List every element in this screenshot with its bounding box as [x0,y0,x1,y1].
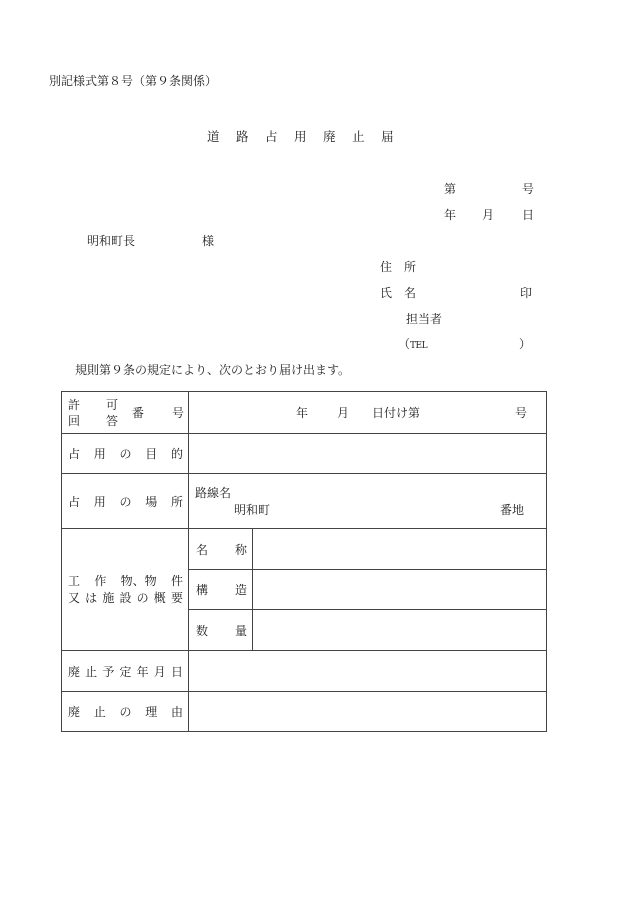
permit-label-to: 答 [106,414,119,428]
permit-label-ban: 番 [132,406,145,420]
purpose-label: 占 用 の 目 的 [68,447,183,461]
applicant-name-label: 氏 名 [380,286,417,300]
date-year-label: 年 [444,208,457,222]
number-suffix: 号 [522,182,535,196]
sub-name-label: 名 称 [196,542,247,557]
number-label: 第 [444,182,457,196]
sub-name-label-cell [189,529,253,570]
town-name: 明和町 [234,503,271,517]
structure-name-value-cell[interactable] [253,529,547,570]
place-value-cell[interactable] [189,474,547,529]
place-row [62,474,547,529]
permit-value-cell[interactable] [189,392,547,434]
sub-structure-label-cell [189,570,253,610]
permit-label-go: 号 [172,406,185,420]
tel-label: （TEL [398,337,428,351]
structure-name-row [62,529,547,570]
sub-structure-label: 構 造 [196,583,247,597]
addressee-name: 明和町長 [87,234,136,248]
date-month-label: 月 [482,208,495,222]
sub-quantity-label: 数 量 [196,623,247,638]
statement-text: 規則第９条の規定により、次のとおり届け出ます。 [75,363,351,377]
permit-label-kai: 回 [68,414,81,428]
date-day-label: 日 [522,208,535,222]
seal-mark: 印 [520,286,533,300]
tel-close-paren: ） [519,337,532,351]
abolish-date-label-cell [62,651,189,692]
abolish-date-row [62,651,547,692]
form-number: 別記様式第８号（第９条関係） [49,74,218,88]
route-name-label: 路線名 [195,486,232,500]
permit-row [62,392,547,434]
abolish-reason-label-cell [62,692,189,732]
abolish-date-label: 廃 止 予 定 年 月 日 [68,664,183,679]
permit-year-label: 年 [296,406,309,420]
structure-quantity-value-cell[interactable] [253,610,547,651]
permit-label-ka: 可 [106,398,119,412]
purpose-label-cell [62,434,189,474]
applicant-address-label: 住 所 [380,260,417,274]
abolish-reason-value-cell[interactable] [189,692,547,732]
contact-person-label: 担当者 [406,312,443,326]
structure-structure-value-cell[interactable] [253,570,547,610]
permit-number-suffix: 号 [515,406,528,420]
permit-date-number-label: 日付け第 [372,406,421,420]
place-label-cell [62,474,189,529]
banchi-label: 番地 [500,503,525,517]
document-title: 道 路 占 用 廃 止 届 [207,129,394,144]
purpose-row [62,434,547,474]
permit-month-label: 月 [337,406,350,420]
purpose-value-cell[interactable] [189,434,547,474]
place-label: 占 用 の 場 所 [68,494,183,509]
addressee-honorific: 様 [202,234,215,248]
structure-label: 工 作 物、物 件 又 は 施 設 の 概 要 [68,573,183,605]
permit-label-kyo: 許 [68,398,81,412]
structure-label-cell [62,529,189,651]
abolish-reason-row [62,692,547,732]
sub-quantity-label-cell [189,610,253,651]
notification-table [61,391,547,732]
permit-label-cell [62,392,189,434]
abolish-reason-label: 廃 止 の 理 由 [68,705,183,719]
abolish-date-value-cell[interactable] [189,651,547,692]
